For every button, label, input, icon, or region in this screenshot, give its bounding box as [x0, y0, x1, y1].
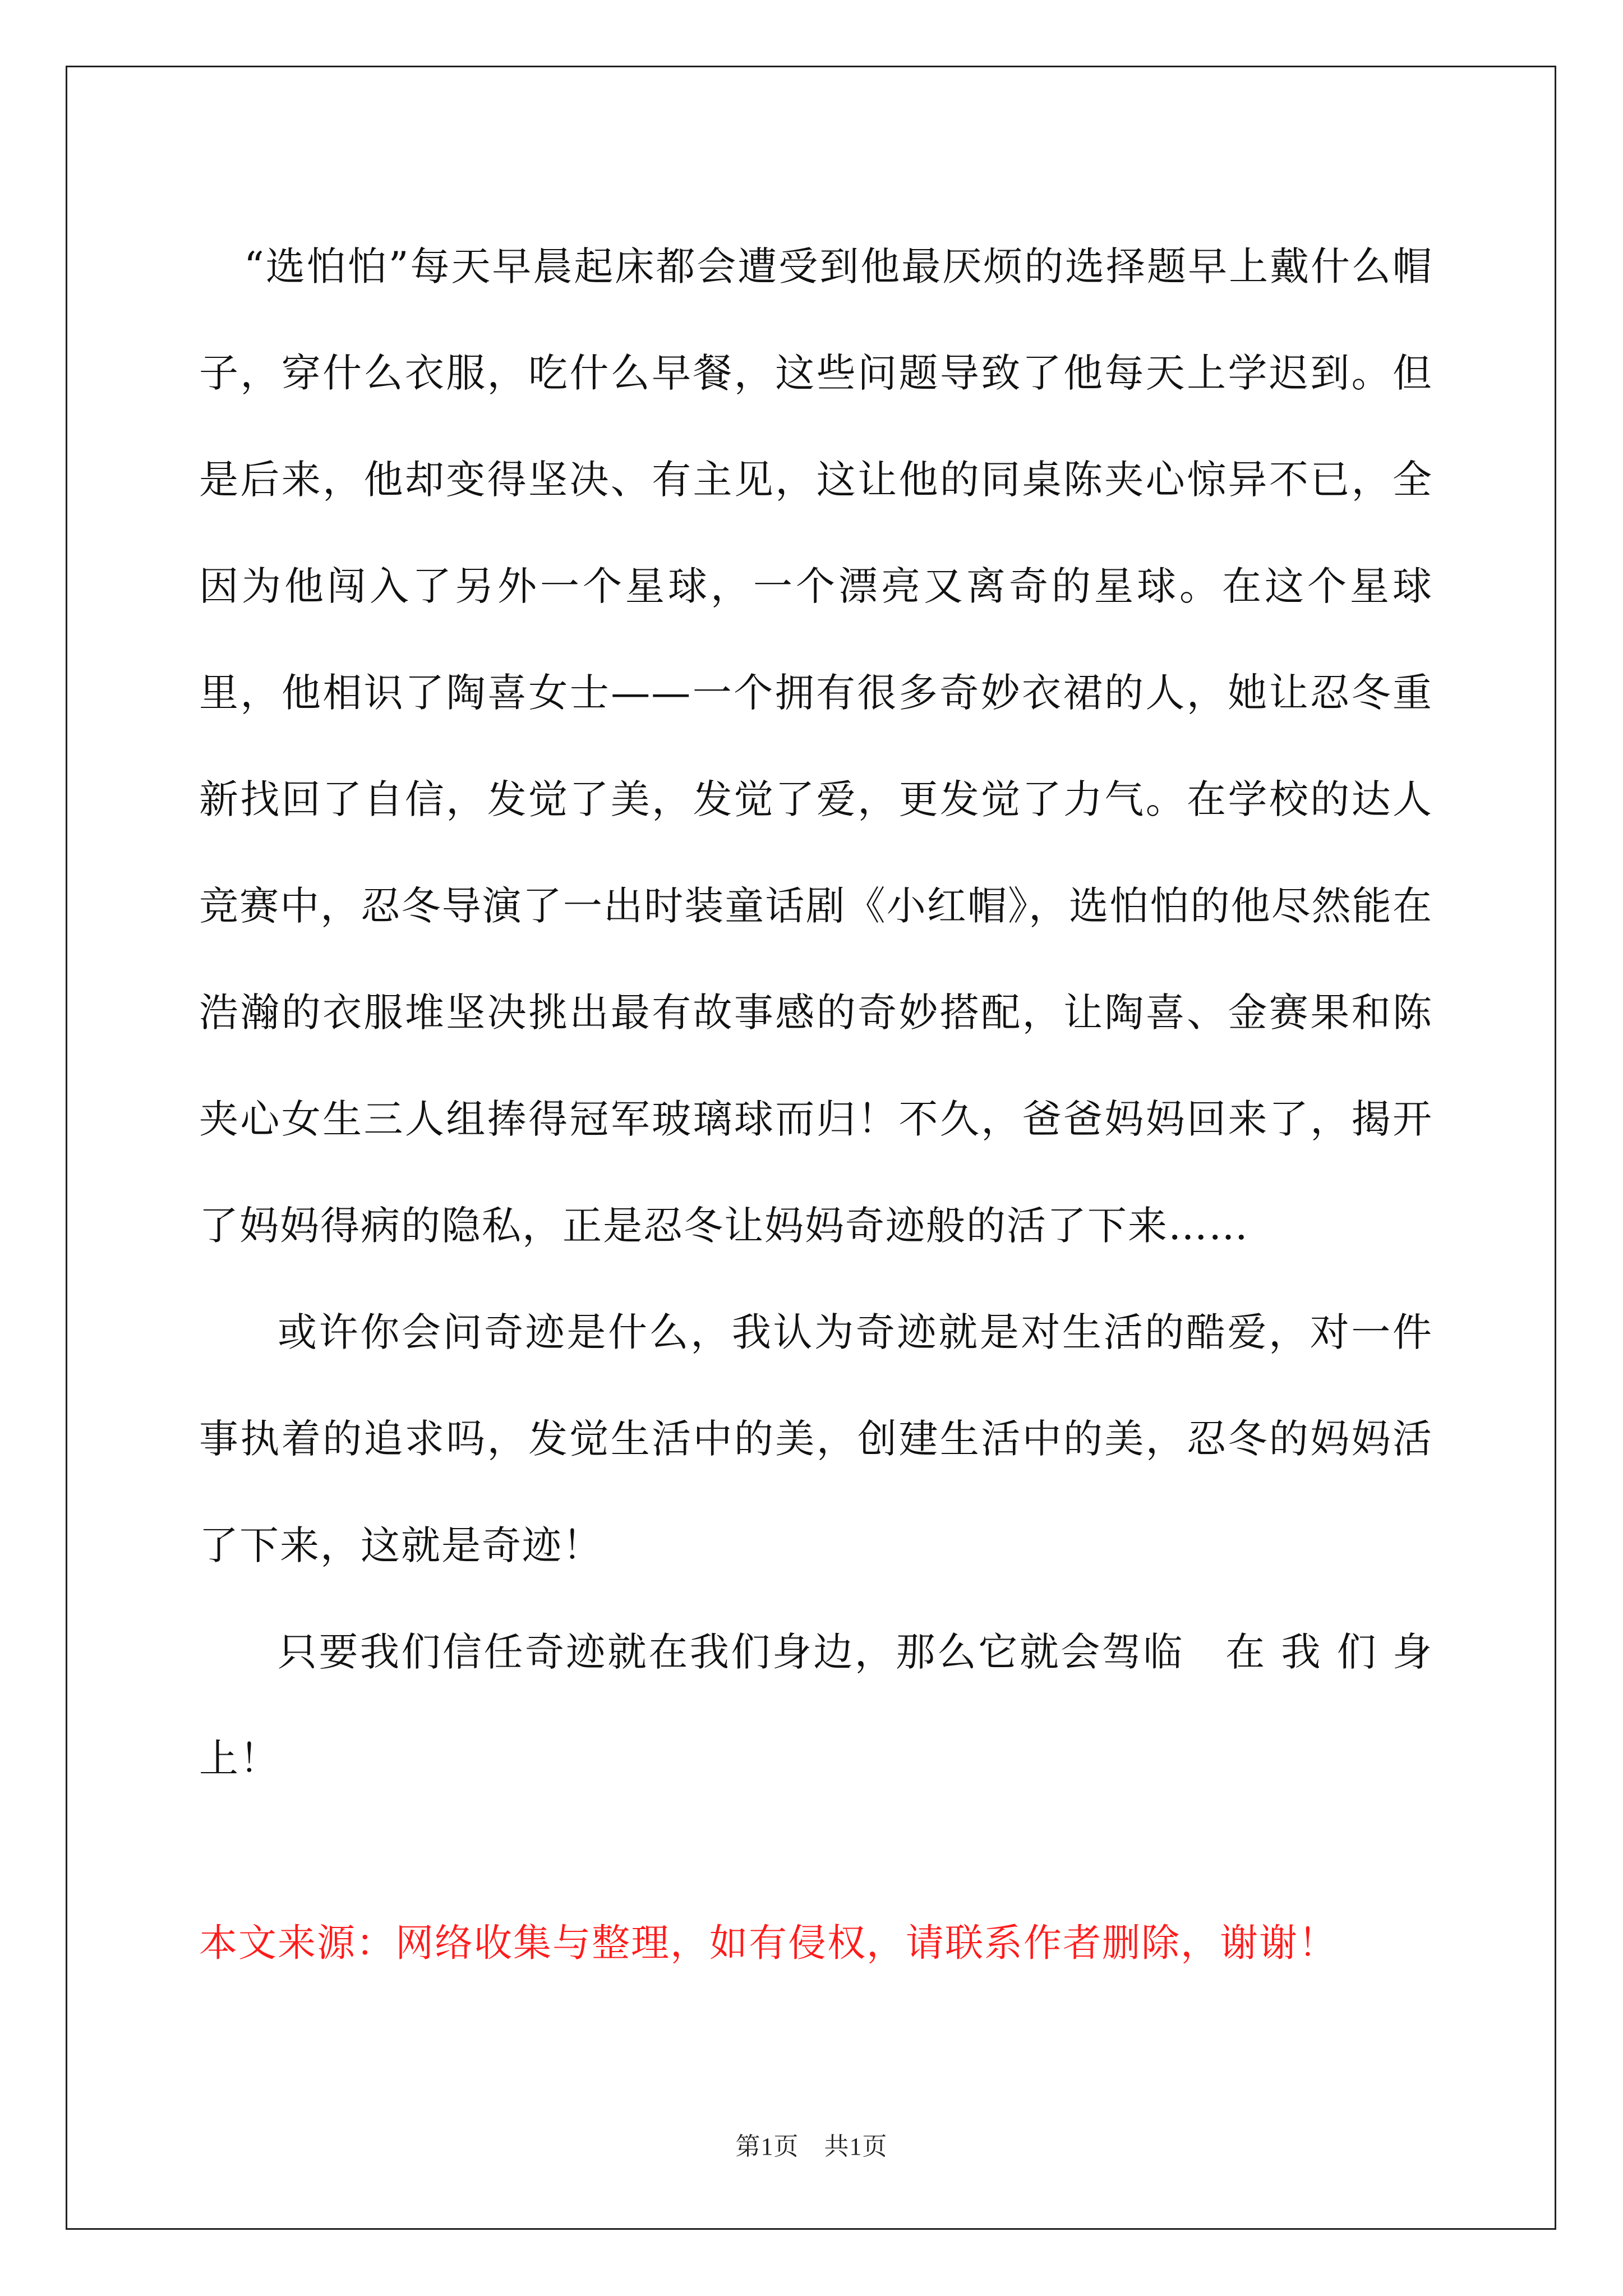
paragraph-story-summary: “选怕怕”每天早晨起床都会遭受到他最厌烦的选择题早上戴什么帽子，穿什么衣服，吃什么早餐，这些问题导致了他每天上学迟到。但是后来，他却变得坚决、有主见，这让他的同桌陈夹心惊异不已，全因为他闯入了另外一个星球，一个漂亮又离奇的星球。在这个星球里，他相识了陶喜女士——一个拥有很多奇妙衣裙的人，她让忍冬重新找回了自信，发觉了美，发觉了爱，更发觉了力气。在学校的达人竞赛中，忍冬导演了一出时装童话剧《小红帽》，选怕怕的他尽然能在浩瀚的衣服堆坚决挑出最有故事感的奇妙搭配，让陶喜、金赛果和陈夹心女生三人组捧得冠军玻璃球而归！不久，爸爸妈妈回来了，揭开了妈妈得病的隐私，正是忍冬让妈妈奇迹般的活了下来…… — [199, 243, 1433, 1249]
page-number-footer: 第1页 共1页 — [735, 2133, 888, 2160]
paragraph-closing: 只要我们信任奇迹就在我们身边，那么它就会驾临 在 我 们 身上！ — [199, 1629, 1433, 1782]
paragraph-miracle-question: 或许你会问奇迹是什么，我认为奇迹就是对生活的酷爱，对一件事执着的追求吗，发觉生活中的美，创建生活中的美，忍冬的妈妈活了下来，这就是奇迹！ — [199, 1309, 1433, 1568]
document-body — [199, 213, 1433, 1812]
source-disclaimer: 本文来源：网络收集与整理，如有侵权，请联系作者删除，谢谢！ — [199, 1921, 1338, 1966]
